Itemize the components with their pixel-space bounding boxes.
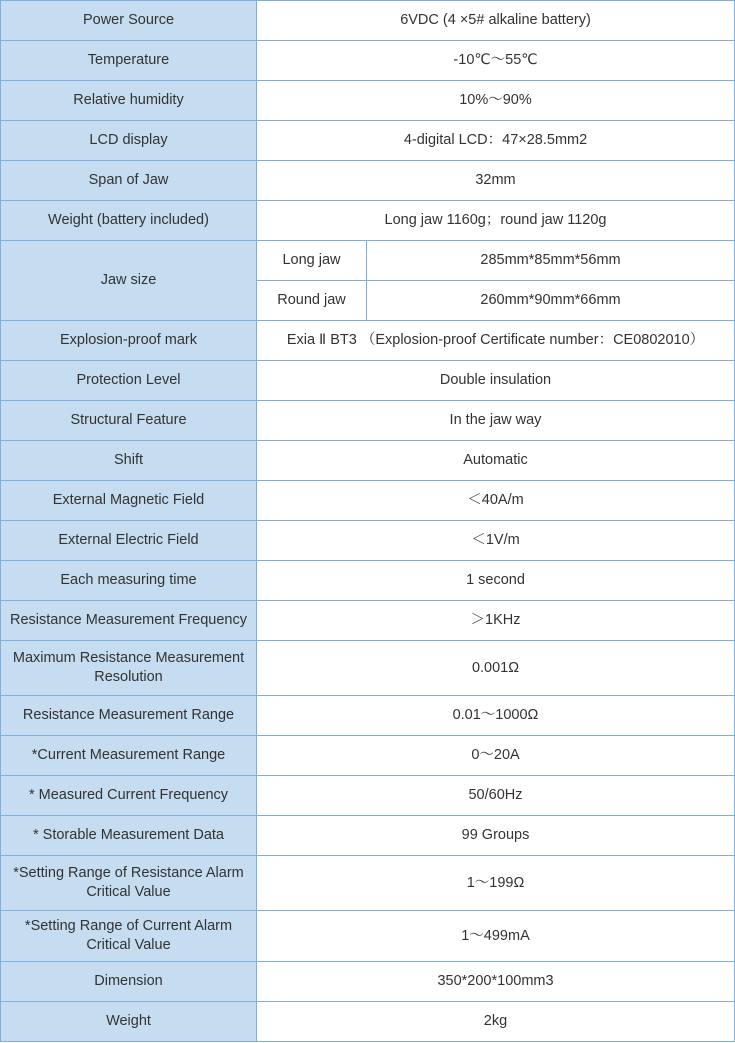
spec-value: ＜1V/m — [257, 521, 735, 561]
table-row — [1, 1, 735, 41]
table-row — [1, 521, 735, 561]
spec-value: 10%～90% — [257, 81, 735, 121]
spec-label: Maximum Resistance Measurement Resolution — [1, 641, 257, 696]
spec-label: Weight — [1, 1002, 257, 1042]
table-row — [1, 962, 735, 1002]
spec-label: * Storable Measurement Data — [1, 816, 257, 856]
table-row — [1, 856, 735, 911]
spec-value: 0.01～1000Ω — [257, 696, 735, 736]
table-row — [1, 241, 735, 281]
spec-value: 2kg — [257, 1002, 735, 1042]
spec-value: Double insulation — [257, 361, 735, 401]
table-row — [1, 201, 735, 241]
spec-value: -10℃～55℃ — [257, 41, 735, 81]
spec-label: Power Source — [1, 1, 257, 41]
spec-label: Protection Level — [1, 361, 257, 401]
spec-label: External Electric Field — [1, 521, 257, 561]
spec-label: External Magnetic Field — [1, 481, 257, 521]
spec-value: 350*200*100mm3 — [257, 962, 735, 1002]
spec-value: 50/60Hz — [257, 776, 735, 816]
spec-value: In the jaw way — [257, 401, 735, 441]
table-row — [1, 481, 735, 521]
table-row — [1, 401, 735, 441]
spec-value: 1～499mA — [257, 911, 735, 962]
table-row — [1, 161, 735, 201]
spec-label: Shift — [1, 441, 257, 481]
spec-sublabel: Round jaw — [257, 281, 367, 321]
spec-value: 6VDC (4 ×5# alkaline battery) — [257, 1, 735, 41]
table-row — [1, 816, 735, 856]
spec-label: Weight (battery included) — [1, 201, 257, 241]
spec-label: Resistance Measurement Range — [1, 696, 257, 736]
spec-value: 0.001Ω — [257, 641, 735, 696]
spec-label: Temperature — [1, 41, 257, 81]
spec-value: 260mm*90mm*66mm — [367, 281, 735, 321]
table-row — [1, 441, 735, 481]
spec-value: ＜40A/m — [257, 481, 735, 521]
spec-value: 1～199Ω — [257, 856, 735, 911]
spec-value: Exia Ⅱ BT3 （Explosion-proof Certificate number：CE0802010） — [257, 321, 735, 361]
table-row — [1, 911, 735, 962]
table-row — [1, 41, 735, 81]
spec-value: ＞1KHz — [257, 601, 735, 641]
spec-value: 285mm*85mm*56mm — [367, 241, 735, 281]
table-row — [1, 696, 735, 736]
spec-label: Relative humidity — [1, 81, 257, 121]
spec-sublabel: Long jaw — [257, 241, 367, 281]
spec-label: Each measuring time — [1, 561, 257, 601]
table-row — [1, 321, 735, 361]
table-row — [1, 736, 735, 776]
spec-label: LCD display — [1, 121, 257, 161]
spec-label: *Setting Range of Resistance Alarm Critical Value — [1, 856, 257, 911]
spec-label: *Current Measurement Range — [1, 736, 257, 776]
spec-label: Structural Feature — [1, 401, 257, 441]
table-row — [1, 601, 735, 641]
table-row — [1, 121, 735, 161]
spec-value: 99 Groups — [257, 816, 735, 856]
spec-value: 4-digital LCD：47×28.5mm2 — [257, 121, 735, 161]
table-row — [1, 361, 735, 401]
spec-label: Dimension — [1, 962, 257, 1002]
spec-label: Explosion-proof mark — [1, 321, 257, 361]
spec-label: *Setting Range of Current Alarm Critical Value — [1, 911, 257, 962]
spec-value: Automatic — [257, 441, 735, 481]
spec-value: 0～20A — [257, 736, 735, 776]
spec-value: 1 second — [257, 561, 735, 601]
spec-label: Span of Jaw — [1, 161, 257, 201]
spec-label: Jaw size — [1, 241, 257, 321]
spec-label: * Measured Current Frequency — [1, 776, 257, 816]
table-row — [1, 641, 735, 696]
spec-value: 32mm — [257, 161, 735, 201]
table-row — [1, 776, 735, 816]
spec-label: Resistance Measurement Frequency — [1, 601, 257, 641]
table-row — [1, 561, 735, 601]
table-row — [1, 1002, 735, 1042]
spec-value: Long jaw 1160g；round jaw 1120g — [257, 201, 735, 241]
table-row — [1, 81, 735, 121]
